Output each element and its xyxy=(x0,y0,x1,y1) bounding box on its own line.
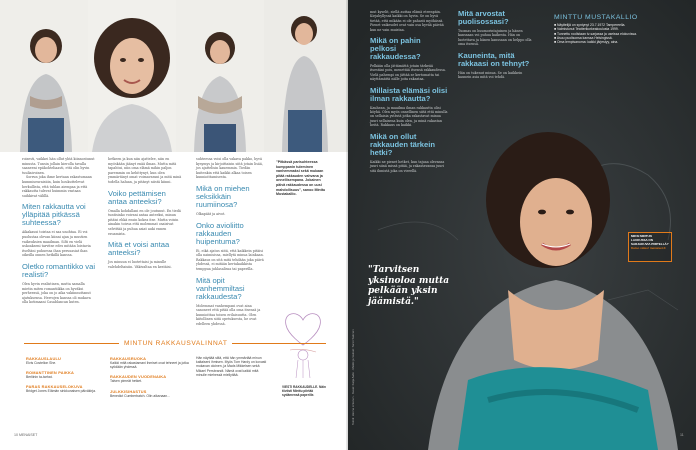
question-heading: Mikä on pahin pelkosi rakkaudessa? xyxy=(370,36,421,62)
favorite-item: Berliinin ta-tarhat. xyxy=(26,375,53,380)
right-page xyxy=(348,0,696,450)
paragraph: Sorrun joka ihme kertaan rakastumaan kummiseuraisiiin, kuin houkuttelevat herkullista, että tuhlan aiempaa ja että rakkautta tulevat huimmin vastaan suihkivat välillä. xyxy=(22,175,92,198)
favorite-item: Elvis Costellon She. xyxy=(26,361,57,365)
photo-3 xyxy=(176,0,264,152)
question-heading: Mitä et voisi antaa anteeksi? xyxy=(108,240,170,258)
tag-line-1: MIKSI MINTUN LAUKUSSA ON SARJAKUVIA PIIRTELLÄ? xyxy=(631,234,669,246)
favorite-item: Kaikki mitä rakastamani ihmiset ovat tehneet ja jotka syödään yhdessä. xyxy=(110,361,189,370)
favorite-category: JULKKISIHASTUS xyxy=(110,388,147,394)
profile-box xyxy=(554,14,678,44)
fact-item: ■ Tunnettu roolistaan tv-sarjassa ja useissa elokuvissa. xyxy=(554,31,637,36)
photo-1 xyxy=(0,0,88,152)
fact-item: ■ Valmistunut Teatterikorkeakoulusta 1999. xyxy=(554,27,619,32)
photo-credit: Teksti: Hanna Lintunen · Kuvat: Katja Aalto · Meikki ja hiukset: Sanni Salonen xyxy=(351,329,355,425)
favorites-col-1 xyxy=(26,351,106,394)
profile-title: MINTTU MUSTAKALLIO xyxy=(554,14,638,21)
answer-text: Kauhean, ja maailma ilman rakkautta olisi köyhä. Olen myös onnellinen siitä että minulla on sellaisia ystäviä jotka rakastavat minua juuri sellaisena kuin olen, ja minä rakastan heitä. Rakkaus on kaikki. xyxy=(370,105,448,128)
photo-strip xyxy=(0,0,348,152)
page-number-left: 10 MENAISET xyxy=(14,433,38,437)
answer-text: Olen hyvin realistinen, mutta samalla mietin miten romantiikka on hyväksi perheessä, joka on jo aika vakiinnuttanut ajatuksensa. Herrojen kanssa oli mukava olla kotimaani Casablancan kuten. xyxy=(22,281,91,305)
answer-text: Kaikki ne pienet hetket, kun tajuaa olevansa juuri siinä missä pitää, ja rakastavansa juuri sitä ihmistä joka on vierellä. xyxy=(370,159,445,173)
woman-closeup-image xyxy=(88,0,176,152)
question-heading: Millaista elämäsi olisi ilman rakkautta? xyxy=(370,85,448,103)
favorite-category: RAKKAUSRUOKA xyxy=(110,356,147,361)
fact-item: ■ Näyttelijä on syntynyt 23.7.1972 Tampereella. xyxy=(554,23,626,27)
favorite-category: ROMANTTINEN PAIKKA xyxy=(26,370,75,376)
column-1 xyxy=(22,157,96,305)
tag-line-2[interactable]: Katso video! menaiset.fi xyxy=(631,245,666,250)
right-column-2 xyxy=(458,10,536,79)
column-2 xyxy=(108,157,182,269)
question-heading: Voiko pettämisen antaa anteeksi? xyxy=(108,188,166,206)
answer-text: Ei, eikä ajatus siitä, että kaikkein pitäisi olla naimisissa, miellytä minua lainkaan. Rakkaus on sitä mitä tehdään joka päivä yhdessä, ei mitään kertakaikkista temppua juhlasalissa tai paperilla. xyxy=(196,248,264,271)
photo-4 xyxy=(264,0,348,152)
paragraph: hetkeen ja kun niin ajattelee, niin en myöskään jäänyt enää ilman. Mutta mitä tapahtui, niin oma elämä mihin paljon paremmin on kehittynyt, kun olen ymmärtänyt omat voimavarani ja mitä minä todella haluan, ja pitänyt niistä kiinni. xyxy=(108,157,182,184)
page-number-right: 11 xyxy=(680,433,684,437)
paragraph: mut kyselit, siellä auttaa elämä eteenpäin. Kirjahyllyssä kaikki on hyvin. Se on hyvä tietää, että mikään ei ole pahasti myöhässä. Pienet vaikeudet ovat vain osa hyvää päivää kun ne vain muistaa. xyxy=(370,10,444,32)
heart-drawing-illustration xyxy=(278,300,328,380)
figure-caption: VIESTI RAKKAUDELLE. Näin tiiviisti Minttu piirtää sydämensä paperille. xyxy=(282,385,326,398)
favorites-col-3: Hän näyttää siltä, että hän ymmärtää minun kaltaiseni ihmisen. Myös Tom Hardy on kovasti mukavan oloinen, ja Mads Mikkelsen sekä Mikael Persbrandt. Nämä ovat kaikki mitä minulle miehessä miellyttää. xyxy=(196,356,267,377)
woman-standing-image xyxy=(264,0,348,152)
woman-portrait-image xyxy=(0,0,88,152)
answer-text: Tuomas on huumorintajuinen ja hänen kanssaan voi puhua kaikesta. Hän on luotettava ja hänen kanssaan on helppo olla oma itsensä. xyxy=(458,29,532,47)
answer-text: Molemmat vanhempani ovat aina sanoneet että pitää olla oma itsensä ja kunnioittaa toisen erilaisuutta. Olen kiitollinen siitä opetuksesta, he ovat edelleen yhdessä. xyxy=(196,303,261,326)
right-column-1 xyxy=(370,10,448,173)
paragraph: roisesti, vaikkei hän ollut yhtä kiinnostunut minusta. Tunsin jollain kierolla tavalla saaneeni epäkohteliaasti, että olin hyvin tuuliaivoinen. xyxy=(22,157,95,175)
woman-laughing-image xyxy=(176,0,264,152)
fact-item: ■ Oma lempisanoma: kaikki järjestyy, aina. xyxy=(554,40,619,45)
profile-facts xyxy=(554,23,678,44)
question-heading: Miten rakkautta voi ylläpitää pitkässä suhteessa? xyxy=(22,202,86,228)
question-heading: Mikä on ollut rakkauden tärkein hetki? xyxy=(370,131,435,157)
answer-text: Pelkään olla jättämättä jotain tärkeää itsestäni pois, menettää itsensä rakkaudessa. Vielä pahempi on jättää se kertomatta tai näyttämättä niille joita rakastaa. xyxy=(370,64,446,82)
answer-text: Jos minuun ei luotettaisi ja minulle valehdeltaisiin. Väkivaltaa en kestäisi. xyxy=(108,260,172,269)
answer-text: Omalla kohdallani en ole joutunut. En tiedä tuntisinko voivani antaa anteeksi, minun pitäisi ehkä ensin kokea itse. Mutta voisin ainakin toivoa että molemmat osaisivat selvittää ja puhua asiat auki ennen eroamista. xyxy=(108,208,181,236)
favorite-item: Talven pimeät hetket. xyxy=(110,379,143,384)
fact-item: ■ Asuu puolisonsa kanssa Helsingissä. xyxy=(554,35,613,40)
column-3 xyxy=(196,157,266,327)
column-4 xyxy=(276,160,330,197)
favorites-col-2 xyxy=(110,351,190,398)
question-heading: Mitä arvostat puolisossasi? xyxy=(458,9,509,26)
favorite-category: RAKKAUSLAULU xyxy=(26,356,62,361)
favorite-category: PARAS RAKKAUSELOKUVA xyxy=(26,384,83,390)
answer-text: Hän on tukenut minua. Se on kaikkein kaunein asia mitä voi tehdä. xyxy=(458,70,523,80)
question-heading: Oletko romantikko vai realisti? xyxy=(22,261,96,279)
question-heading: Mikä on miehen seksikkäin ruumiinosa? xyxy=(196,183,250,209)
favorites-title: MINTUN RAKKAUSVALINNAT xyxy=(119,340,232,347)
answer-text: Aikakausi toistaa ei saa unohtaa. Ei voi puolustaa olevan kiinni ajan ja mustien vaikeuksien maailman. Silti en vielä uskoakseni tarvitse edes mitään loistavia itseltäni puhuessa ihan perusasiat ihan oikeilla onnen hetkillä kanssa. xyxy=(22,230,91,258)
question-heading: Onko avioliitto rakkauden huipentuma? xyxy=(196,220,244,246)
question-heading: Mitä opit vanhemmiltasi rakkaudesta? xyxy=(196,275,245,301)
question-heading: Kauneinta, mitä rakkaasi on tehnyt? xyxy=(458,50,530,68)
favorite-category: RAKKAUDEN VUODENAIKA xyxy=(110,374,167,380)
pull-quote: "Pitkässä parisuhteessa kumppanin tuleminen vanhemmaksi sekä mukaan pitää rakkauden vahvana ja onnellisempana. Jokainen päivä rakkaudessa on uusi mahdollisuus", sanoo Minttu Mustakallio. xyxy=(276,160,326,197)
paragraph: suhteessa voisi olla vakava pakko, hyvä kysymys ja kirjoittaisin siitä jotain lisää, jos ajattelisin kauemmin. Tiedän kuitenkin että kaikki alkaa toisen kunnioittamisesta. xyxy=(196,157,263,180)
photo-2 xyxy=(88,0,176,152)
video-tag-box[interactable] xyxy=(628,232,672,262)
favorite-item: Benedict Cumberbatch. Olin aikanaan... xyxy=(110,393,170,398)
big-quote: "Tarvitsen yksinoloa mutta pelkään yksin jäämistä." xyxy=(368,265,450,307)
answer-text: Olkapäät ja aivot. xyxy=(196,211,226,216)
favorite-item: Bridget Jones Elämän sinkkunaisen päiväkirja. xyxy=(26,389,96,394)
